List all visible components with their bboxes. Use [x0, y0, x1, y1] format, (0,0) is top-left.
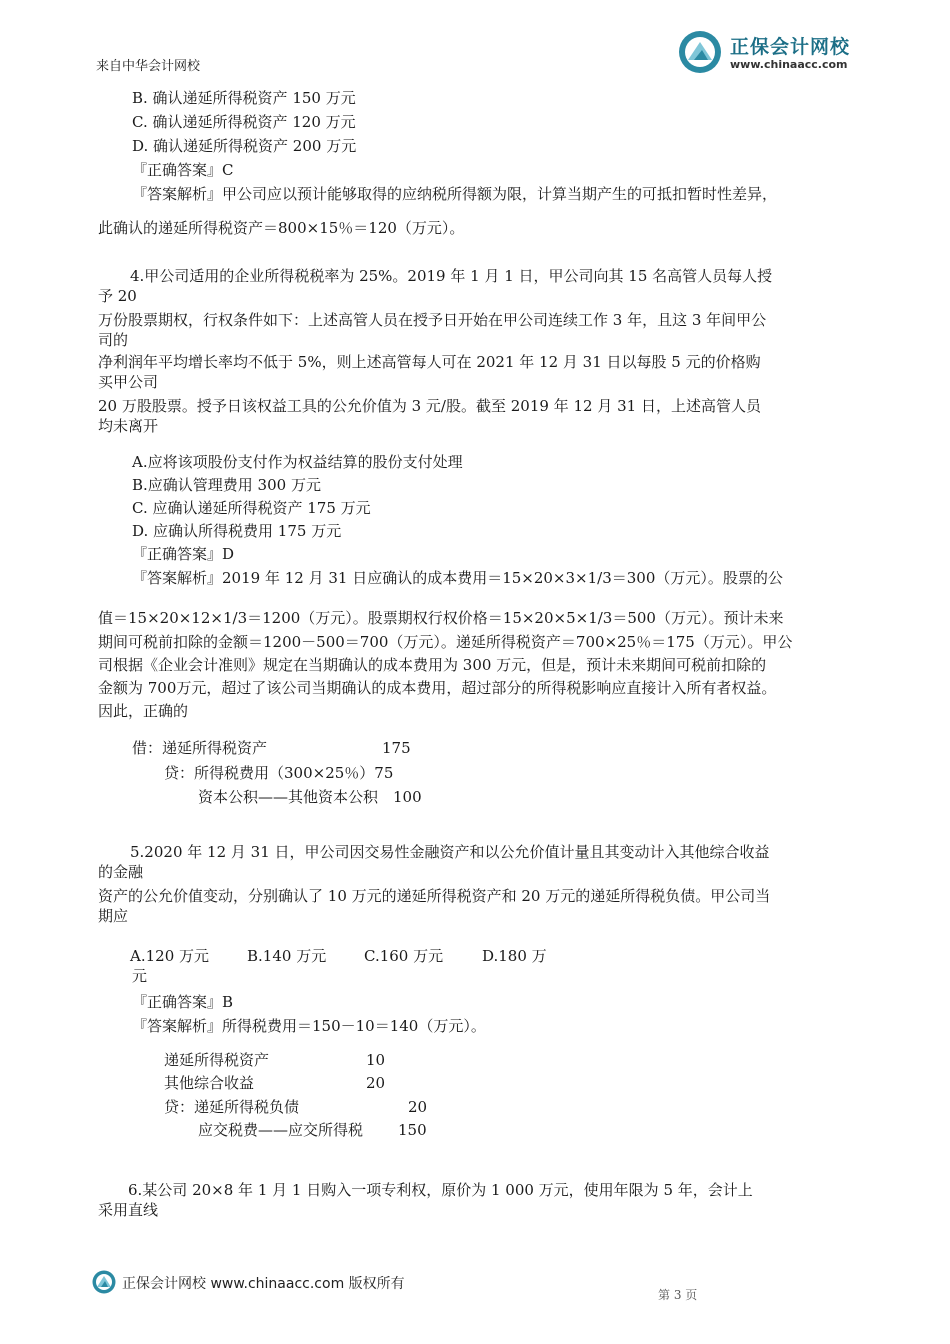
q5-entry-3-amount: 20 — [408, 1098, 428, 1116]
q3-option-d: D. 确认递延所得税资产 200 万元 — [132, 137, 357, 155]
q5-entry-3-label: 贷：递延所得税负债 — [164, 1098, 300, 1116]
q5-entry-1-amount: 10 — [366, 1051, 386, 1069]
q4-analysis-line-5: 因此，正确的 — [98, 702, 189, 720]
q5-option-c: C.160 万元 — [364, 947, 444, 965]
q5-stem-2: 的金融 — [98, 863, 144, 881]
q5-option-d: D.180 万 — [482, 947, 547, 965]
q5-entry-1-label: 递延所得税资产 — [164, 1051, 270, 1069]
q5-option-wrap: 元 — [132, 967, 148, 985]
brand-name: 正保会计网校 — [730, 36, 851, 58]
q4-stem-2: 予 20 — [98, 287, 137, 305]
q3-option-c: C. 确认递延所得税资产 120 万元 — [132, 113, 356, 131]
footer-logo-icon — [92, 1270, 116, 1294]
q4-analysis-line-4: 金额为 700万元，超过了该公司当期确认的成本费用，超过部分的所得税影响应直接计入所有者权益。 — [98, 679, 777, 697]
q5-entry-2-amount: 20 — [366, 1074, 386, 1092]
q4-option-b: B.应确认管理费用 300 万元 — [132, 476, 321, 494]
brand-url: www.chinaacc.com — [730, 58, 848, 71]
q5-entry-4-label: 应交税费——应交所得税 — [198, 1121, 364, 1139]
header-logo — [678, 28, 868, 76]
top-cut-line: 来自中华会计网校 — [96, 59, 201, 74]
q4-stem-8: 均未离开 — [98, 417, 159, 435]
q5-stem-4: 期应 — [98, 907, 129, 925]
q4-entry-credit-1: 贷：所得税费用（300×25％）75 — [164, 764, 394, 782]
q4-stem-7: 20 万股股票。授予日该权益工具的公允价值为 3 元/股。截至 2019 年 12 月 31 日，上述高管人员 — [98, 397, 761, 415]
q3-analysis-end: 此确认的递延所得税资产＝800×15％＝120（万元）。 — [98, 219, 465, 237]
q4-analysis-line-1: 值＝15×20×12×1/3＝1200（万元）。股票期权行权价格＝15×20×5×1/3＝500（万元）。预计未来 — [98, 609, 784, 627]
q5-option-a: A.120 万元 — [130, 947, 209, 965]
q5-entry-2-label: 其他综合收益 — [164, 1074, 255, 1092]
q4-analysis-line-3: 司根据《企业会计准则》规定在当期确认的成本费用为 300 万元，但是，预计未来期间可税前扣除的 — [98, 656, 767, 674]
q6-stem: 6.某公司 20×8 年 1 月 1 日购入一项专利权，原价为 1 000 万元，使用年限为 5 年，会计上 — [128, 1181, 753, 1199]
q4-entry-credit-2-cut: 资本公积——其他资本公积 100 — [198, 788, 422, 806]
logo-icon — [678, 30, 722, 74]
page-number-cut: 第 3 页 — [658, 1288, 698, 1302]
q5-option-b: B.140 万元 — [247, 947, 327, 965]
q5-analysis-cut: 『答案解析』所得税费用＝150－10＝140（万元）。 — [132, 1017, 486, 1035]
q3-answer: 『正确答案』C — [132, 161, 234, 179]
q4-entry-debit-label: 借：递延所得税资产 — [132, 739, 268, 757]
q4-stem-6: 买甲公司 — [98, 373, 159, 391]
q4-stem-4: 司的 — [98, 331, 129, 349]
q6-stem-cut: 采用直线 — [98, 1201, 159, 1219]
q4-option-a: A.应将该项股份支付作为权益结算的股份支付处理 — [132, 453, 463, 471]
q4-stem-5: 净利润年平均增长率均不低于 5%，则上述高管每人可在 2021 年 12 月 31 日以每股 5 元的价格购 — [98, 353, 761, 371]
q4-option-c: C. 应确认递延所得税资产 175 万元 — [132, 499, 371, 517]
q5-answer: 『正确答案』B — [132, 993, 234, 1011]
q4-analysis: 『答案解析』2019 年 12 月 31 日应确认的成本费用＝15×20×3×1/3＝300（万元）。股票的公 — [132, 569, 783, 587]
q4-stem-3: 万份股票期权，行权条件如下：上述高管人员在授予日开始在甲公司连续工作 3 年，且这 3 年间甲公 — [98, 311, 767, 329]
q3-option-b: B. 确认递延所得税资产 150 万元 — [132, 89, 356, 107]
q3-analysis-cut: 『答案解析』甲公司应以预计能够取得的应纳税所得额为限，计算当期产生的可抵扣暂时性差异， — [132, 185, 778, 203]
q4-option-d: D. 应确认所得税费用 175 万元 — [132, 522, 342, 540]
q4-stem-1: 4.甲公司适用的企业所得税税率为 25%。2019 年 1 月 1 日，甲公司向其 15 名高管人员每人授 — [130, 267, 773, 285]
q4-answer: 『正确答案』D — [132, 545, 235, 563]
footer — [92, 1270, 512, 1296]
q5-stem-1: 5.2020 年 12 月 31 日，甲公司因交易性金融资产和以公允价值计量且其变动计入其他综合收益 — [130, 843, 770, 861]
q5-entry-4-amount: 150 — [398, 1121, 427, 1139]
q4-analysis-line-2: 期间可税前扣除的金额＝1200－500＝700（万元）。递延所得税资产＝700×25％＝175（万元）。甲公 — [98, 633, 793, 651]
q5-stem-3: 资产的公允价值变动，分别确认了 10 万元的递延所得税资产和 20 万元的递延所得税负债。甲公司当 — [98, 887, 771, 905]
footer-copyright: 正保会计网校 www.chinaacc.com 版权所有 — [122, 1276, 405, 1292]
q4-entry-debit-amount: 175 — [382, 739, 411, 757]
